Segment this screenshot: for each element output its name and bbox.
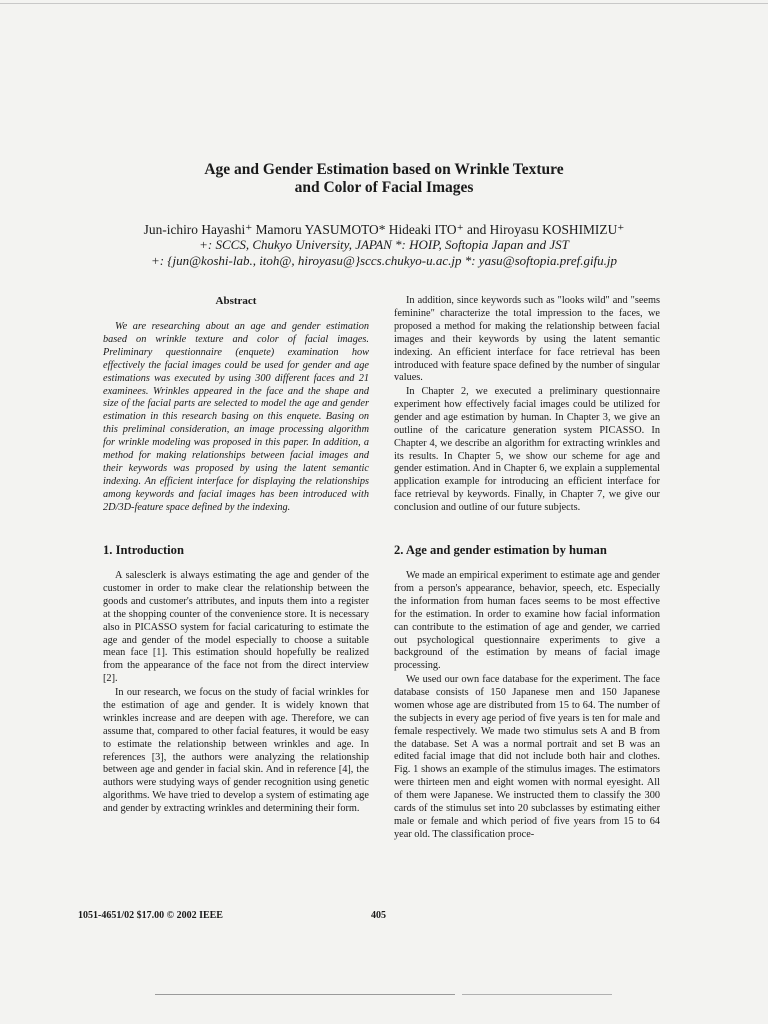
intro-continued-paragraph-1: In addition, since keywords such as "looks wild" and "seems feminine" characterize the total impression to the faces, we proposed a method for making the relationship between facial images and their keywords by using the latent semantic indexing. An efficient interface for face retrieval has been introduced with feature space defined by the number of singular values. (394, 295, 660, 384)
section-2-heading: 2. Age and gender estimation by human (394, 543, 607, 557)
top-rule (0, 3, 768, 4)
paper-title-line-1: Age and Gender Estimation based on Wrinkle Texture (204, 161, 564, 178)
author-emails: +: {jun@koshi-lab., itoh@, hiroyasu@}sccs.chukyo-u.ac.jp *: yasu@softopia.pref.gifu.jp (150, 253, 618, 268)
paper-title-line-2: and Color of Facial Images (294, 179, 474, 196)
intro-continued-paragraph-2: In Chapter 2, we executed a preliminary questionnaire experiment how effectively facial images could be utilized for gender and age estimation by human. In Chapter 3, we give an outline of the caricature generation system PICASSO. In Chapter 4, we describe an algorithm for extracting wrinkles and its results. In Chapter 5, we show our scheme for age and gender estimation. And in Chapter 6, we explain a supplemental application example for introducing an efficient interface for face retrieval by keywords. Finally, in Chapter 7, we give our conclusion and outline of our future subjects. (394, 386, 660, 514)
scan-edge-line (155, 994, 455, 995)
intro-paragraph-1: A salesclerk is always estimating the age and gender of the customer in order to make clear the relationship between the goods and customer's attributes, and inputs them into a register at the shopping counter of the convenience store. It is necessary also in PICASSO system for facial caricaturing to estimate the age and gender of the model especially to choose a suitable mean face [1]. This estimation should hopefully be realized from the appearance of the face not from the direct interview [2]. (103, 570, 369, 685)
affiliations: +: SCCS, Chukyo University, JAPAN *: HOIP, Softopia Japan and JST (199, 237, 569, 252)
copyright-code: 1051-4651/02 $17.00 © 2002 IEEE (78, 910, 223, 921)
page-number: 405 (371, 910, 386, 921)
section-2-paragraph-1: We made an empirical experiment to estimate age and gender from a person's appearance, behavior, speech, etc. Especially the information from human faces seems to be most effective for the estimation. In order to examine how facial information can contribute to the estimation of age and gender, we carried out psychological questionnaire experiments to give a background of the estimation by means of facial image processing. (394, 570, 660, 672)
section-2-paragraph-2: We used our own face database for the experiment. The face database consists of 150 Japanese men and 150 Japanese women whose age are distributed from 15 to 64. The number of the subjects in every age period of five years is ten for male and female respectively. We made two stimulus sets A and B from the database. Set A was a normal portrait and set B was an edited facial image that did not include both hair and clothes. Fig. 1 shows an example of the stimulus images. The estimators were thirteen men and eight women with normal eyesight. All of them were Japanese. We instructed them to classify the 300 cards of the stimulus set into 20 subclasses by estimating either male or female and which period of five years from 15 to 64 year old. The classification proce- (394, 674, 660, 840)
abstract-heading: Abstract (215, 295, 257, 307)
intro-paragraph-2: In our research, we focus on the study of facial wrinkles for the estimation of age and gender. It is widely known that wrinkles increase and are deepen with age. Therefore, we can assume that, compared to other facial features, it would be easy to estimate the relationship between wrinkles and age. In references [3], the authors were analyzing the relationship between age and gender in facial skin. And in reference [4], the authors were studying ways of gender recognition using genetic algorithms. We have tried to develop a system of estimating age and gender by extracting wrinkles and determining their form. (103, 687, 369, 815)
abstract-text: We are researching about an age and gender estimation based on wrinkle texture and color of facial images. Preliminary questionnaire (enquete) examination how effectively the facial images could be used for gender and age estimations was executed by using 300 different faces and 21 examinees. Wrinkles appeared in the face and the shape and size of the facial parts are selected to model the age and gender estimation in this research basing on this enquete. Basing on this preliminal consideration, an image processing algorithm for wrinkle modeling was proposed in this paper. In addition, a method for making relationships between facial images and their keywords was proposed by using the latent semantic indexing. An efficient interface for displaying the relationships among keywords and facial images has been introduced with 2D/3D-feature space defined by the indexing. (103, 321, 369, 513)
author-list: Jun-ichiro Hayashi⁺ Mamoru YASUMOTO* Hideaki ITO⁺ and Hiroyasu KOSHIMIZU⁺ (143, 222, 625, 237)
scan-edge-line (462, 994, 612, 995)
section-1-heading: 1. Introduction (103, 543, 184, 557)
